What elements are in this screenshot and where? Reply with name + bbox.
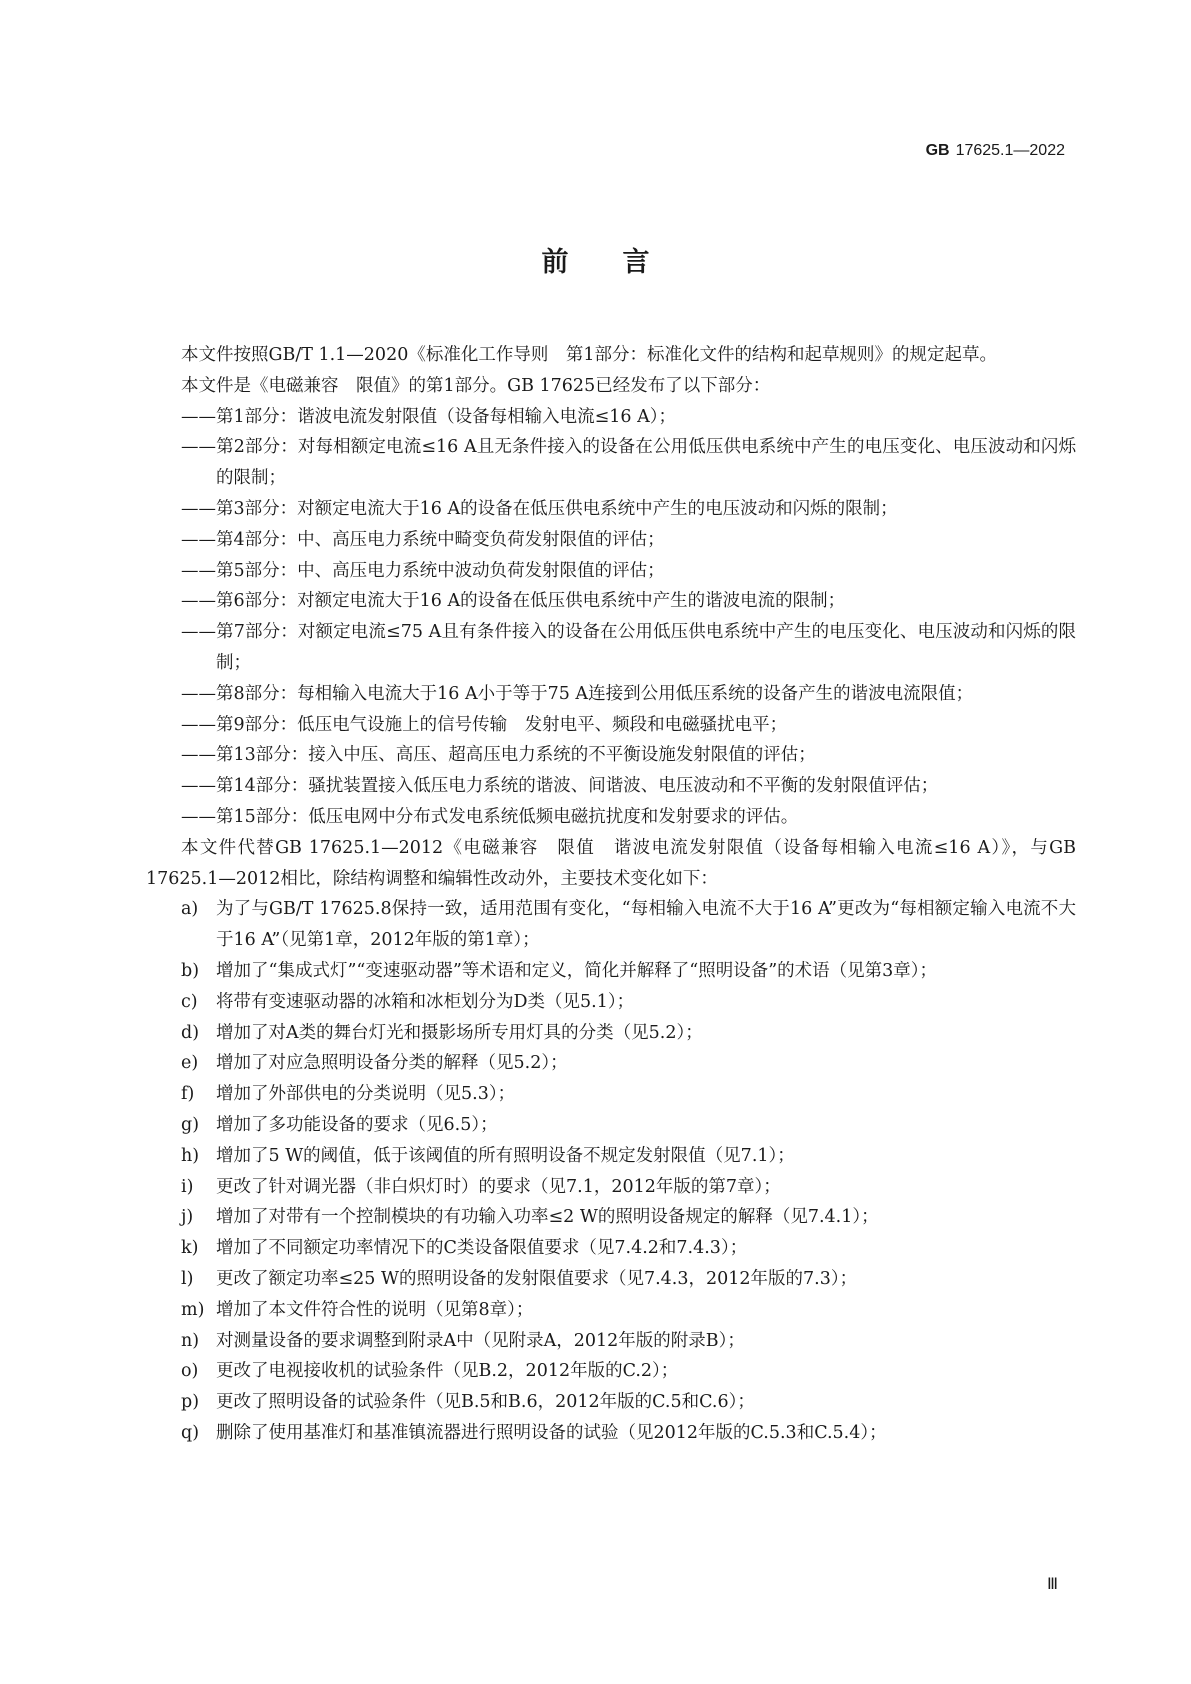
list-marker: i): [181, 1176, 194, 1197]
change-text: 将带有变速驱动器的冰箱和冰柜划分为D类（见5.1）；: [216, 991, 635, 1012]
change-text: 增加了不同额定功率情况下的C类设备限值要求（见7.4.2和7.4.3）；: [216, 1238, 748, 1259]
part-list-item: [146, 525, 1076, 556]
change-list-item: [146, 1356, 1076, 1387]
change-text: 增加了5 W的阈值，低于该阈值的所有照明设备不规定发射限值（见7.1）；: [216, 1145, 795, 1166]
change-text: 更改了额定功率≤25 W的照明设备的发射限值要求（见7.4.3，2012年版的7.3）；: [216, 1268, 858, 1289]
list-marker: f): [181, 1084, 195, 1105]
change-text: 更改了针对调光器（非白炽灯时）的要求（见7.1，2012年版的第7章）；: [216, 1176, 781, 1197]
list-marker: b): [181, 960, 200, 981]
change-list-item: [146, 1264, 1076, 1295]
change-list-item: [146, 1418, 1076, 1449]
change-list-item: [146, 1048, 1076, 1079]
list-dash: ——: [181, 591, 216, 612]
list-marker: p): [181, 1392, 200, 1413]
change-text: 增加了本文件符合性的说明（见第8章）；: [216, 1299, 534, 1320]
part-text: 第6部分：对额定电流大于16 A的设备在低压供电系统中产生的谐波电流的限制；: [216, 591, 846, 612]
change-list-item: [146, 1233, 1076, 1264]
change-list-item: [146, 956, 1076, 987]
list-marker: k): [181, 1238, 199, 1259]
change-list-item: [146, 1326, 1076, 1357]
change-list-item: [146, 1079, 1076, 1110]
replacement-paragraph: 本文件代替GB 17625.1—2012《电磁兼容 限值 谐波电流发射限值（设备每相输入电流≤16 A）》，与GB 17625.1—2012相比，除结构调整和编辑性改动外，主要技术变化如下：: [146, 837, 1076, 889]
list-dash: ——: [181, 745, 216, 766]
part-text: 第15部分：低压电网中分布式发电系统低频电磁抗扰度和发射要求的评估。: [216, 806, 799, 827]
list-dash: ——: [181, 683, 216, 704]
part-list-item: [146, 679, 1076, 710]
part-list-item: [146, 740, 1076, 771]
list-marker: e): [181, 1053, 199, 1074]
list-dash: ——: [181, 622, 216, 643]
part-list-item: [146, 402, 1076, 433]
list-marker: o): [181, 1361, 199, 1382]
list-dash: ——: [181, 776, 216, 797]
part-list-item: [146, 802, 1076, 833]
intro-paragraph: 本文件按照GB/T 1.1—2020《标准化工作导则 第1部分：标准化文件的结构和起草规则》的规定起草。: [181, 345, 997, 365]
change-text: 增加了外部供电的分类说明（见5.3）；: [216, 1084, 516, 1105]
change-text: 更改了电视接收机的试验条件（见B.2，2012年版的C.2）；: [216, 1361, 679, 1382]
change-text: 增加了“集成式灯”“变速驱动器”等术语和定义，简化并解释了“照明设备”的术语（见第3章）；: [216, 960, 938, 981]
part-list-item: [146, 494, 1076, 525]
list-marker: n): [181, 1330, 200, 1351]
list-dash: ——: [181, 529, 216, 550]
part-text: 第7部分：对额定电流≤75 A且有条件接入的设备在公用低压供电系统中产生的电压变化、电压波动和闪烁的限制；: [216, 622, 1076, 673]
change-text: 为了与GB/T 17625.8保持一致，适用范围有变化，“每相输入电流不大于16 A”更改为“每相额定输入电流不大于16 A”（见第1章，2012年版的第1章）；: [216, 899, 1076, 951]
list-dash: ——: [181, 437, 216, 458]
list-marker: c): [181, 991, 198, 1012]
part-text: 第3部分：对额定电流大于16 A的设备在低压供电系统中产生的电压波动和闪烁的限制；: [216, 498, 898, 519]
list-marker: d): [181, 1022, 200, 1043]
preface-body: [146, 340, 1076, 1449]
page-title: 前言: [541, 247, 704, 278]
list-marker: h): [181, 1145, 200, 1166]
list-dash: ——: [181, 498, 216, 519]
part-text: 第1部分：谐波电流发射限值（设备每相输入电流≤16 A）；: [216, 406, 677, 427]
list-marker: q): [181, 1422, 200, 1443]
document-code: [926, 142, 1065, 160]
change-text: 增加了对A类的舞台灯光和摄影场所专用灯具的分类（见5.2）；: [216, 1022, 703, 1043]
parts-list: [146, 402, 1076, 833]
change-text: 增加了对应急照明设备分类的解释（见5.2）；: [216, 1053, 568, 1074]
part-text: 第8部分：每相输入电流大于16 A小于等于75 A连接到公用低压系统的设备产生的谐波电流限值；: [216, 683, 974, 704]
list-dash: ——: [181, 406, 216, 427]
change-text: 增加了对带有一个控制模块的有功输入功率≤2 W的照明设备规定的解释（见7.4.1）；: [216, 1207, 879, 1228]
standard-prefix: GB: [925, 142, 950, 159]
change-list-item: [146, 1387, 1076, 1418]
part-text: 第13部分：接入中压、高压、超高压电力系统的不平衡设施发射限值的评估；: [216, 745, 816, 766]
change-list-item: [146, 1110, 1076, 1141]
part-text: 第4部分：中、高压电力系统中畸变负荷发射限值的评估；: [216, 529, 665, 550]
change-list-item: [146, 894, 1076, 956]
change-list-item: [146, 987, 1076, 1018]
change-list-item: [146, 1202, 1076, 1233]
changes-list: [146, 894, 1076, 1448]
list-dash: ——: [181, 806, 216, 827]
list-dash: ——: [181, 560, 216, 581]
list-marker: m): [181, 1299, 205, 1320]
change-list-item: [146, 1172, 1076, 1203]
part-text: 第5部分：中、高压电力系统中波动负荷发射限值的评估；: [216, 560, 665, 581]
parts-intro-paragraph: 本文件是《电磁兼容 限值》的第1部分。GB 17625已经发布了以下部分：: [181, 375, 771, 396]
standard-number: 17625.1—2022: [955, 142, 1065, 159]
part-list-item: [146, 617, 1076, 679]
list-dash: ——: [181, 714, 216, 735]
part-text: 第9部分：低压电气设施上的信号传输 发射电平、频段和电磁骚扰电平；: [216, 714, 788, 735]
change-text: 更改了照明设备的试验条件（见B.5和B.6，2012年版的C.5和C.6）；: [216, 1392, 755, 1413]
page-number: Ⅲ: [1046, 1576, 1058, 1593]
change-list-item: [146, 1018, 1076, 1049]
change-text: 对测量设备的要求调整到附录A中（见附录A，2012年版的附录B）；: [216, 1330, 745, 1351]
change-list-item: [146, 1295, 1076, 1326]
change-list-item: [146, 1141, 1076, 1172]
change-text: 增加了多功能设备的要求（见6.5）；: [216, 1114, 498, 1135]
part-list-item: [146, 432, 1076, 494]
part-text: 第14部分：骚扰装置接入低压电力系统的谐波、间谐波、电压波动和不平衡的发射限值评估；: [216, 776, 939, 797]
part-list-item: [146, 771, 1076, 802]
list-marker: a): [181, 899, 199, 920]
change-text: 删除了使用基准灯和基准镇流器进行照明设备的试验（见2012年版的C.5.3和C.5.4）；: [216, 1422, 887, 1443]
part-list-item: [146, 586, 1076, 617]
list-marker: l): [181, 1268, 194, 1289]
part-list-item: [146, 710, 1076, 741]
list-marker: j): [181, 1207, 194, 1228]
part-list-item: [146, 556, 1076, 587]
list-marker: g): [181, 1114, 200, 1135]
part-text: 第2部分：对每相额定电流≤16 A且无条件接入的设备在公用低压供电系统中产生的电压变化、电压波动和闪烁的限制；: [216, 437, 1076, 489]
